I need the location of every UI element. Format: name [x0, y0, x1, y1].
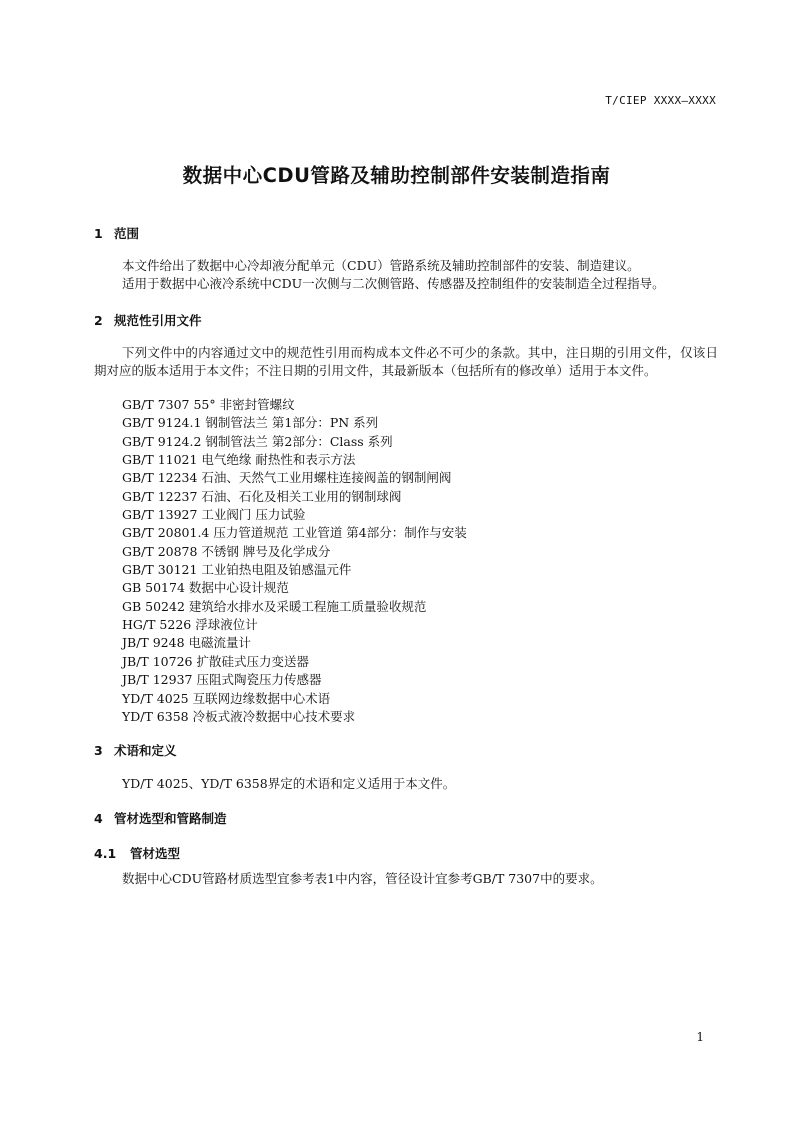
reference-item: HG/T 5226 浮球液位计	[122, 617, 258, 633]
section-number: 4	[94, 811, 103, 826]
scope-paragraph-1: 本文件给出了数据中心冷却液分配单元（CDU）管路系统及辅助控制部件的安装、制造建议。	[122, 258, 640, 273]
document-title: 数据中心CDU管路及辅助控制部件安装制造指南	[182, 164, 611, 187]
section-number: 1	[94, 226, 103, 241]
reference-item: JB/T 12937 压阻式陶瓷压力传感器	[122, 672, 322, 688]
reference-item: YD/T 4025 互联网边缘数据中心术语	[122, 690, 331, 706]
section-1-heading	[94, 224, 139, 242]
reference-item: JB/T 9248 电磁流量计	[122, 635, 252, 651]
reference-item: GB/T 11021 电气绝缘 耐热性和表示方法	[122, 452, 356, 468]
section-3-heading	[94, 741, 177, 759]
terms-paragraph: YD/T 4025、YD/T 6358界定的术语和定义适用于本文件。	[122, 776, 456, 791]
section-title: 管材选型和管路制造	[114, 811, 227, 826]
reference-item: GB/T 13927 工业阀门 压力试验	[122, 507, 306, 523]
reference-item: GB/T 9124.1 钢制管法兰 第1部分：PN 系列	[122, 415, 379, 431]
reference-item: GB 50174 数据中心设计规范	[122, 580, 289, 596]
reference-item: JB/T 10726 扩散硅式压力变送器	[122, 653, 309, 669]
material-selection-paragraph: 数据中心CDU管路材质选型宜参考表1中内容，管径设计宜参考GB/T 7307中的要求。	[122, 871, 603, 886]
reference-item: GB 50242 建筑给水排水及采暖工程施工质量验收规范	[122, 598, 427, 614]
reference-item: GB/T 20878 不锈钢 牌号及化学成分	[122, 543, 331, 559]
reference-item: YD/T 6358 冷板式液冷数据中心技术要求	[122, 708, 356, 724]
reference-item: GB/T 30121 工业铂热电阻及铂感温元件	[122, 562, 352, 578]
references-intro: 下列文件中的内容通过文中的规范性引用而构成本文件必不可少的条款。其中，注日期的引用文件，仅该日期对应的版本适用于本文件；不注日期的引用文件，其最新版本（包括所有的修改单）适用于本文件。	[94, 345, 718, 378]
reference-list	[122, 396, 467, 726]
standard-code: T/CIEP XXXX—XXXX	[605, 94, 716, 107]
subsection-number: 4.1	[94, 846, 117, 861]
reference-item: GB/T 12234 石油、天然气工业用螺柱连接阀盖的钢制闸阀	[122, 470, 452, 486]
section-number: 2	[94, 313, 103, 328]
reference-item: GB/T 20801.4 压力管道规范 工业管道 第4部分：制作与安装	[122, 525, 467, 541]
section-title: 范围	[114, 226, 140, 241]
subsection-title: 管材选型	[130, 846, 181, 861]
subsection-4-1-heading	[94, 844, 180, 862]
reference-item: GB/T 9124.2 钢制管法兰 第2部分：Class 系列	[122, 433, 393, 449]
section-title: 规范性引用文件	[114, 313, 202, 328]
section-2-heading	[94, 311, 202, 329]
reference-item: GB/T 12237 石油、石化及相关工业用的钢制球阀	[122, 488, 402, 504]
page-number: 1	[696, 1030, 704, 1044]
section-4-heading	[94, 809, 227, 827]
reference-item: GB/T 7307 55° 非密封管螺纹	[122, 397, 295, 412]
section-title: 术语和定义	[114, 743, 177, 758]
scope-paragraph-2: 适用于数据中心液冷系统中CDU一次侧与二次侧管路、传感器及控制组件的安装制造全过程指导。	[122, 276, 665, 291]
section-number: 3	[94, 743, 103, 758]
